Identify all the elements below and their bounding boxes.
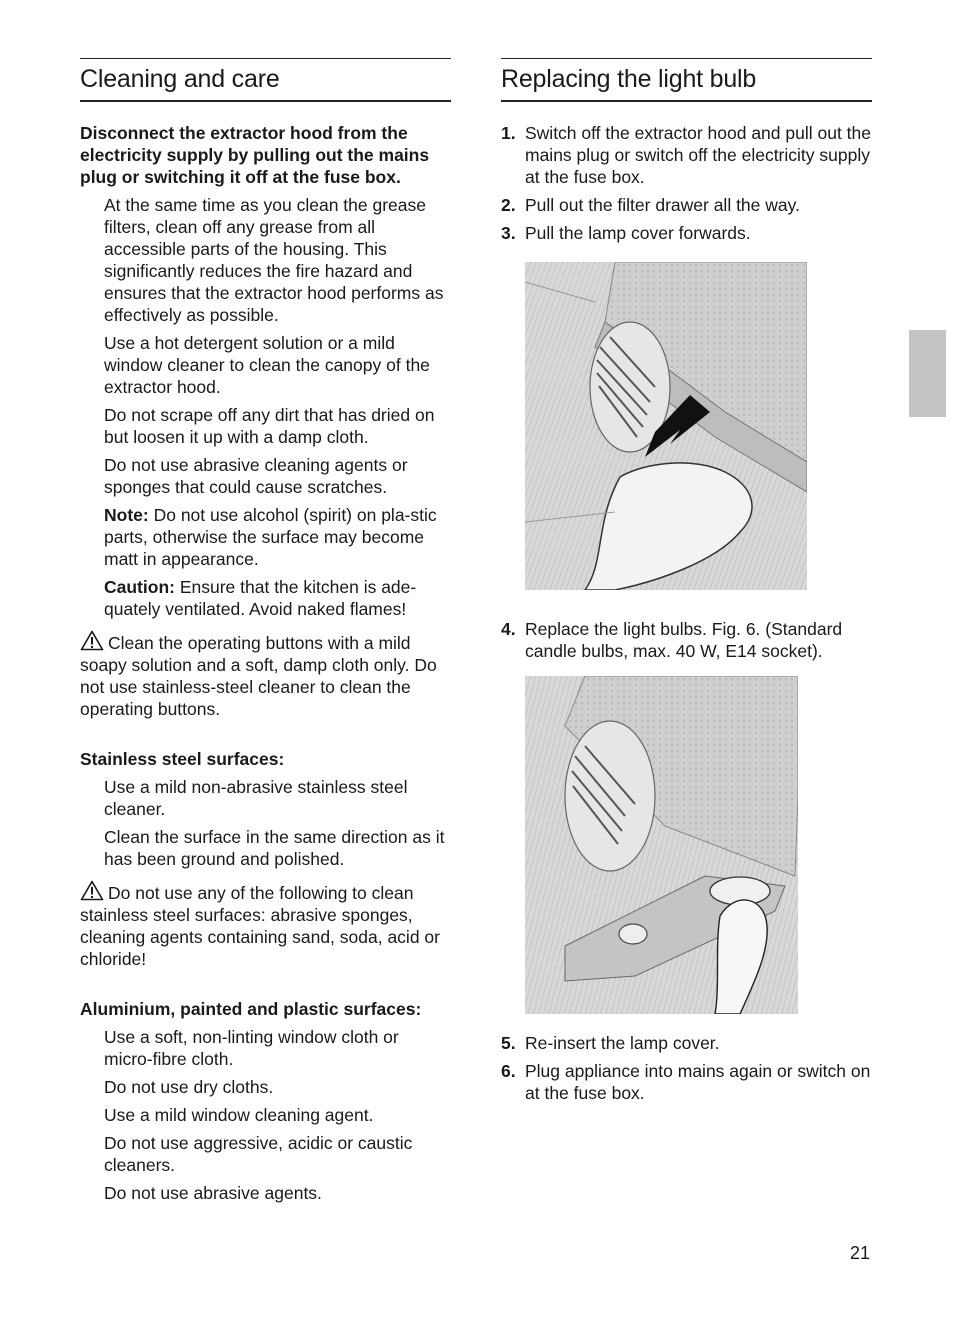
safety-lead: Disconnect the extractor hood from the electricity supply by pulling out the mains plug or switching it off at the fuse box. bbox=[80, 123, 430, 187]
step-text: Plug appliance into mains again or switch on at the fuse box. bbox=[525, 1061, 871, 1103]
bulb-replacement-illustration bbox=[525, 676, 798, 1014]
step-item bbox=[501, 222, 872, 244]
step-number: 4. bbox=[501, 619, 516, 639]
paragraph: Do not use dry cloths. bbox=[104, 1077, 274, 1097]
step-text: Pull the lamp cover forwards. bbox=[525, 223, 751, 243]
step-item bbox=[501, 1060, 872, 1104]
step-number: 5. bbox=[501, 1033, 516, 1053]
paragraph: Use a mild window cleaning agent. bbox=[104, 1105, 374, 1125]
warning-triangle-icon bbox=[80, 630, 104, 651]
paragraph: Use a mild non-abrasive stainless steel cleaner. bbox=[104, 777, 408, 819]
paragraph: Clean the surface in the same direction as it has been ground and polished. bbox=[104, 827, 445, 869]
light-bulb-section bbox=[501, 58, 872, 1103]
paragraph: Do not scrape off any dirt that has dried on but loosen it up with a damp cloth. bbox=[104, 405, 435, 447]
paragraph: Do not use abrasive cleaning agents or sponges that could cause scratches. bbox=[104, 455, 408, 497]
paragraph: At the same time as you clean the grease filters, clean off any grease from all accessible parts of the housing. This significantly reduces the fire hazard and ensures that the extractor hood performs as effectively as possible. bbox=[104, 195, 444, 325]
step-item bbox=[501, 194, 872, 216]
caution-text: Ensure that the kitchen is ade-quately ventilated. Avoid naked flames! bbox=[104, 577, 417, 619]
note-label: Note: bbox=[104, 505, 149, 525]
step-number: 3. bbox=[501, 223, 516, 243]
step-item bbox=[501, 122, 872, 188]
lamp-cover-illustration bbox=[525, 262, 807, 590]
step-number: 1. bbox=[501, 123, 516, 143]
paragraph: Use a soft, non-linting window cloth or micro-fibre cloth. bbox=[104, 1027, 399, 1069]
step-text: Replace the light bulbs. Fig. 6. (Standard candle bulbs, max. 40 W, E14 socket). bbox=[525, 619, 843, 661]
note-text: Do not use alcohol (spirit) on pla-stic parts, otherwise the surface may become matt in appearance. bbox=[104, 505, 437, 569]
step-number: 2. bbox=[501, 195, 516, 215]
section-title-cleaning: Cleaning and care bbox=[80, 58, 451, 102]
paragraph: Do not use aggressive, acidic or caustic cleaners. bbox=[104, 1133, 413, 1175]
paragraph: Use a hot detergent solution or a mild window cleaner to clean the canopy of the extractor hood. bbox=[104, 333, 430, 397]
note-paragraph bbox=[80, 504, 451, 570]
section-title-light-bulb: Replacing the light bulb bbox=[501, 58, 872, 102]
aluminium-heading: Aluminium, painted and plastic surfaces: bbox=[80, 999, 422, 1019]
caution-label: Caution: bbox=[104, 577, 175, 597]
warning-triangle-icon bbox=[80, 880, 104, 901]
thumb-index-tab bbox=[909, 330, 946, 417]
warning-text: Do not use any of the following to clean stainless steel surfaces: abrasive sponges, cleaning agents containing sand, soda, acid or chloride! bbox=[80, 883, 440, 969]
caution-paragraph bbox=[80, 576, 451, 620]
step-item bbox=[501, 1032, 872, 1054]
warning-stainless bbox=[80, 880, 451, 970]
step-text: Re-insert the lamp cover. bbox=[525, 1033, 720, 1053]
warning-text: Clean the operating buttons with a mild soapy solution and a soft, damp cloth only. Do not use stainless-steel cleaner to clean the operating buttons. bbox=[80, 633, 437, 719]
cleaning-section bbox=[80, 58, 451, 1210]
steps-list-b bbox=[501, 1032, 872, 1110]
steps-list-step4 bbox=[501, 618, 872, 668]
warning-operating-buttons bbox=[80, 630, 451, 720]
page-number: 21 bbox=[850, 1243, 871, 1263]
step-item bbox=[501, 618, 872, 662]
stainless-heading: Stainless steel surfaces: bbox=[80, 749, 285, 769]
step-number: 6. bbox=[501, 1061, 516, 1081]
paragraph: Do not use abrasive agents. bbox=[104, 1183, 322, 1203]
step-text: Switch off the extractor hood and pull out the mains plug or switch off the electricity supply at the fuse box. bbox=[525, 123, 872, 187]
step-text: Pull out the filter drawer all the way. bbox=[525, 195, 800, 215]
steps-list-a bbox=[501, 122, 872, 244]
